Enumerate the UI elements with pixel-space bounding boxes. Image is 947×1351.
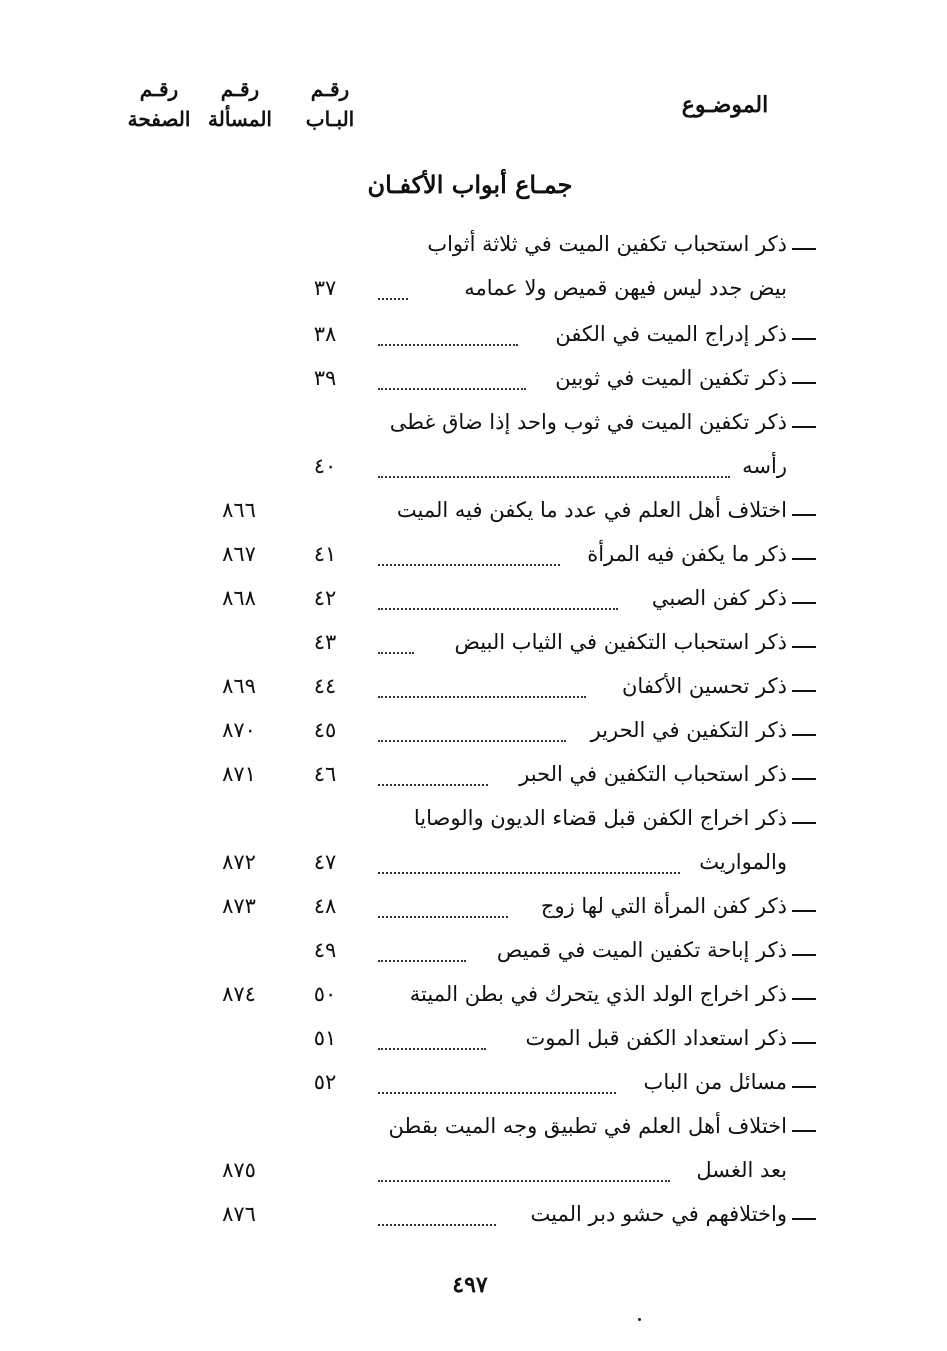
entry-dash (792, 248, 816, 250)
entry-safha-number: ٨٦٦ (222, 498, 256, 522)
entry-title: ذكر إدراج الميت في الكفن (555, 322, 787, 346)
entry-safha-number: ٨٧٢ (222, 850, 256, 874)
header-topic: الموضـوع (681, 92, 769, 118)
entry-dash (792, 910, 816, 912)
entry-dash (792, 1218, 816, 1220)
toc-entry (0, 494, 947, 538)
toc-entry (0, 582, 947, 626)
toc-entry (0, 1154, 947, 1198)
entry-title: رأسه (742, 454, 787, 478)
entry-dash (792, 514, 816, 516)
entry-bab-number: ٥٢ (313, 1070, 337, 1094)
leader-dots (378, 740, 566, 742)
entry-dash (792, 1086, 816, 1088)
entry-safha-number: ٨٧٤ (222, 982, 256, 1006)
entry-dash (792, 1042, 816, 1044)
toc-entry (0, 846, 947, 890)
leader-dots (378, 564, 560, 566)
header-col-bab (290, 74, 370, 134)
leader-dots (378, 872, 680, 874)
entry-safha-number: ٨٦٨ (222, 586, 256, 610)
leader-dots (378, 608, 618, 610)
entry-safha-number: ٨٦٧ (222, 542, 256, 566)
toc-entry (0, 626, 947, 670)
header-col-bab-line2: البـاب (305, 107, 355, 131)
header-col-safha-line2: الصفحة (127, 107, 191, 131)
entry-title: ذكر استعداد الكفن قبل الموت (525, 1026, 787, 1050)
entry-title: ذكر التكفين في الحرير (590, 718, 787, 742)
entry-dash (792, 426, 816, 428)
entry-dash (792, 998, 816, 1000)
leader-dots (378, 1048, 486, 1050)
entry-dash (792, 558, 816, 560)
entry-safha-number: ٨٧١ (222, 762, 256, 786)
entry-dash (792, 778, 816, 780)
entry-dash (792, 338, 816, 340)
leader-dots (378, 784, 488, 786)
entry-title: بيض جدد ليس فيهن قميص ولا عمامه (464, 276, 787, 300)
entry-title: اختلاف أهل العلم في عدد ما يكفن فيه الميت (396, 498, 787, 522)
entry-bab-number: ٤٠ (313, 454, 337, 478)
entry-title: ذكر إباحة تكفين الميت في قميص (496, 938, 787, 962)
entry-bab-number: ٤٨ (313, 894, 337, 918)
entry-bab-number: ٥٠ (313, 982, 337, 1006)
entry-bab-number: ٤٤ (313, 674, 337, 698)
leader-dots (378, 298, 408, 300)
entry-bab-number: ٣٨ (313, 322, 337, 346)
leader-dots (378, 916, 508, 918)
toc-entry (0, 538, 947, 582)
header-col-masala-line2: المسألة (208, 107, 272, 131)
toc-entry (0, 758, 947, 802)
entry-title: ذكر اخراج الولد الذي يتحرك في بطن الميتة (409, 982, 787, 1006)
toc-entry (0, 1110, 947, 1154)
page-number: ٤٩٧ (452, 1272, 488, 1298)
leader-dots (378, 476, 730, 478)
entry-title: ذكر اخراج الكفن قبل قضاء الديون والوصايا (413, 806, 787, 830)
entry-bab-number: ٤٣ (313, 630, 337, 654)
leader-dots (378, 696, 586, 698)
toc-entry (0, 450, 947, 494)
scan-speck (638, 1318, 641, 1321)
leader-dots (378, 960, 466, 962)
toc-entry (0, 890, 947, 934)
entry-bab-number: ٤٧ (313, 850, 337, 874)
entry-bab-number: ٥١ (313, 1026, 337, 1050)
toc-entry (0, 318, 947, 362)
entry-title: مسائل من الباب (643, 1070, 787, 1094)
toc-entry (0, 1198, 947, 1242)
entry-dash (792, 822, 816, 824)
entry-safha-number: ٨٧٠ (222, 718, 256, 742)
leader-dots (378, 1092, 616, 1094)
leader-dots (378, 344, 518, 346)
entry-bab-number: ٤٩ (313, 938, 337, 962)
entry-safha-number: ٨٧٥ (222, 1158, 256, 1182)
entry-title: ذكر تكفين الميت في ثوب واحد إذا ضاق غطى (389, 410, 787, 434)
leader-dots (378, 388, 526, 390)
entry-dash (792, 646, 816, 648)
entry-title: ذكر كفن الصبي (651, 586, 787, 610)
toc-entry (0, 1022, 947, 1066)
entry-safha-number: ٨٧٦ (222, 1202, 256, 1226)
toc-entry (0, 670, 947, 714)
entry-dash (792, 602, 816, 604)
entry-title: والمواريث (699, 850, 787, 874)
entry-title: ذكر كفن المرأة التي لها زوج (540, 894, 787, 918)
entry-dash (792, 954, 816, 956)
toc-entry (0, 272, 947, 316)
entry-title: بعد الغسل (696, 1158, 787, 1182)
entry-title: واختلافهم في حشو دبر الميت (530, 1202, 787, 1226)
toc-entry (0, 714, 947, 758)
toc-entry (0, 802, 947, 846)
entry-title: ذكر ما يكفن فيه المرأة (587, 542, 787, 566)
entry-bab-number: ٤١ (313, 542, 337, 566)
entry-title: ذكر استحباب التكفين في الثياب البيض (454, 630, 787, 654)
entry-dash (792, 690, 816, 692)
entry-bab-number: ٤٥ (313, 718, 337, 742)
entry-title: ذكر استحباب تكفين الميت في ثلاثة أثواب (427, 232, 787, 256)
header-col-masala-line1: رقـم (220, 77, 260, 101)
entry-bab-number: ٤٦ (313, 762, 337, 786)
header-col-masala (200, 74, 280, 134)
header-col-bab-line1: رقـم (310, 77, 350, 101)
entry-bab-number: ٣٧ (313, 276, 337, 300)
entry-title: ذكر استحباب التكفين في الحبر (519, 762, 787, 786)
section-title: جمـاع أبواب الأكفـان (367, 170, 573, 199)
toc-entry (0, 362, 947, 406)
toc-entry (0, 1066, 947, 1110)
leader-dots (378, 652, 414, 654)
entry-title: ذكر تحسين الأكفان (622, 674, 787, 698)
toc-entry (0, 978, 947, 1022)
entry-title: اختلاف أهل العلم في تطبيق وجه الميت بقطن (388, 1114, 787, 1138)
entry-safha-number: ٨٧٣ (222, 894, 256, 918)
leader-dots (378, 1180, 670, 1182)
entry-safha-number: ٨٦٩ (222, 674, 256, 698)
toc-entry (0, 934, 947, 978)
entry-dash (792, 1130, 816, 1132)
leader-dots (378, 1224, 496, 1226)
entry-bab-number: ٤٢ (313, 586, 337, 610)
toc-entry (0, 228, 947, 272)
entry-bab-number: ٣٩ (313, 366, 337, 390)
header-col-safha-line1: رقـم (139, 77, 179, 101)
entry-title: ذكر تكفين الميت في ثوبين (555, 366, 787, 390)
entry-dash (792, 734, 816, 736)
toc-entry (0, 406, 947, 450)
entry-dash (792, 382, 816, 384)
header-col-safha (116, 74, 202, 134)
